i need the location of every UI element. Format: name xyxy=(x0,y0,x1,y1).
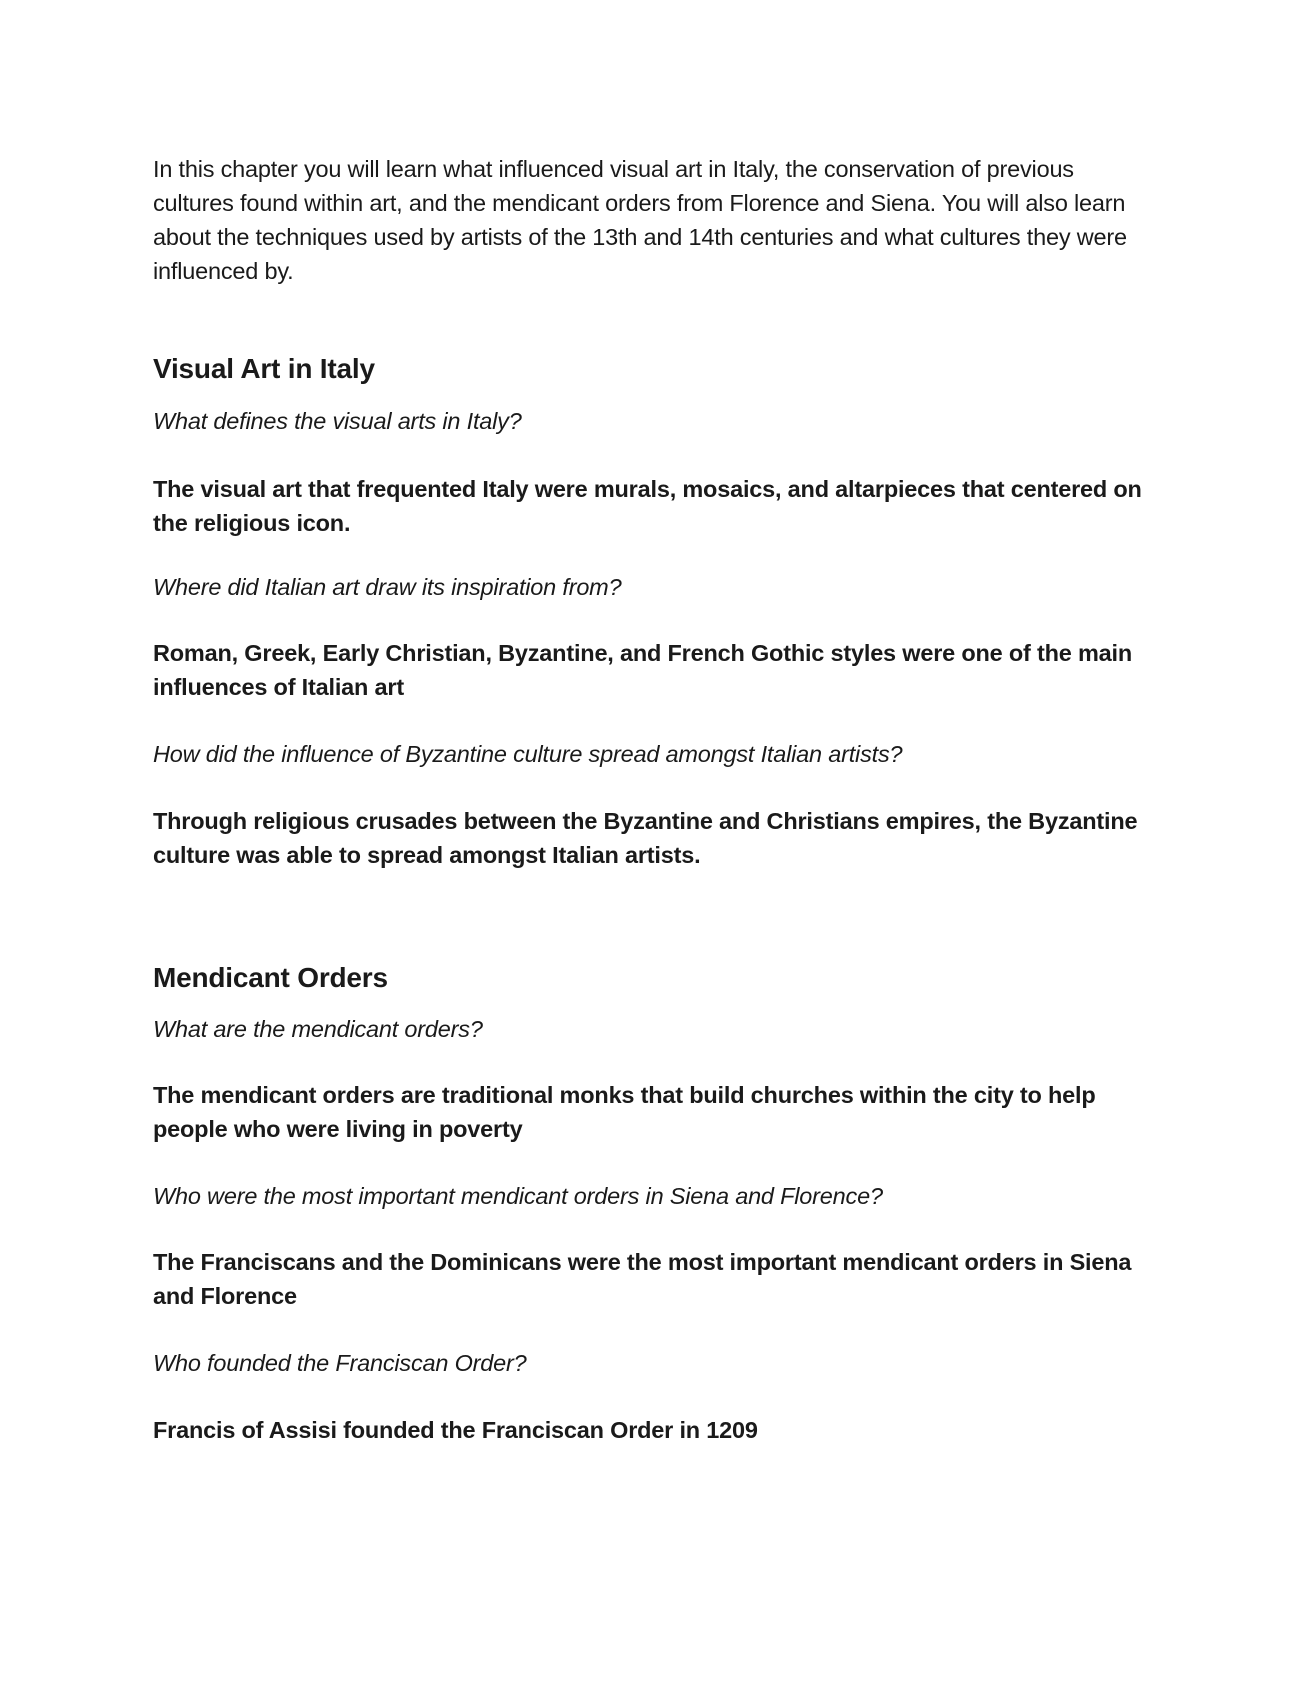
intro-paragraph: In this chapter you will learn what influenced visual art in Italy, the conservation of previous cultures found within art, and the mendicant orders from Florence and Siena. You will also learn about the techniques used by artists of the 13th and 14th centuries and what cultures they were influenced by. xyxy=(153,156,1127,284)
question-byzantine-influence: How did the influence of Byzantine culture spread amongst Italian artists? xyxy=(153,741,903,767)
question-mendicant-orders: What are the mendicant orders? xyxy=(153,1016,483,1042)
answer-important-orders: The Franciscans and the Dominicans were the most important mendicant orders in Siena and Florence xyxy=(153,1249,1132,1309)
answer-visual-arts-defined: The visual art that frequented Italy were murals, mosaics, and altarpieces that centered on the religious icon. xyxy=(153,476,1142,536)
section-heading-mendicant-orders: Mendicant Orders xyxy=(153,962,388,993)
answer-mendicant-orders: The mendicant orders are traditional monks that build churches within the city to help people who were living in poverty xyxy=(153,1082,1096,1142)
question-franciscan-founder: Who founded the Franciscan Order? xyxy=(153,1350,527,1376)
question-inspiration: Where did Italian art draw its inspiration from? xyxy=(153,574,622,600)
question-visual-arts-defined: What defines the visual arts in Italy? xyxy=(153,408,522,434)
document-page xyxy=(153,0,1153,1692)
answer-inspiration: Roman, Greek, Early Christian, Byzantine, and French Gothic styles were one of the main influences of Italian art xyxy=(153,640,1132,700)
answer-franciscan-founder: Francis of Assisi founded the Franciscan Order in 1209 xyxy=(153,1417,758,1443)
question-important-orders: Who were the most important mendicant orders in Siena and Florence? xyxy=(153,1183,883,1209)
section-heading-visual-art: Visual Art in Italy xyxy=(153,353,375,384)
answer-byzantine-influence: Through religious crusades between the Byzantine and Christians empires, the Byzantine culture was able to spread amongst Italian artists. xyxy=(153,808,1138,868)
